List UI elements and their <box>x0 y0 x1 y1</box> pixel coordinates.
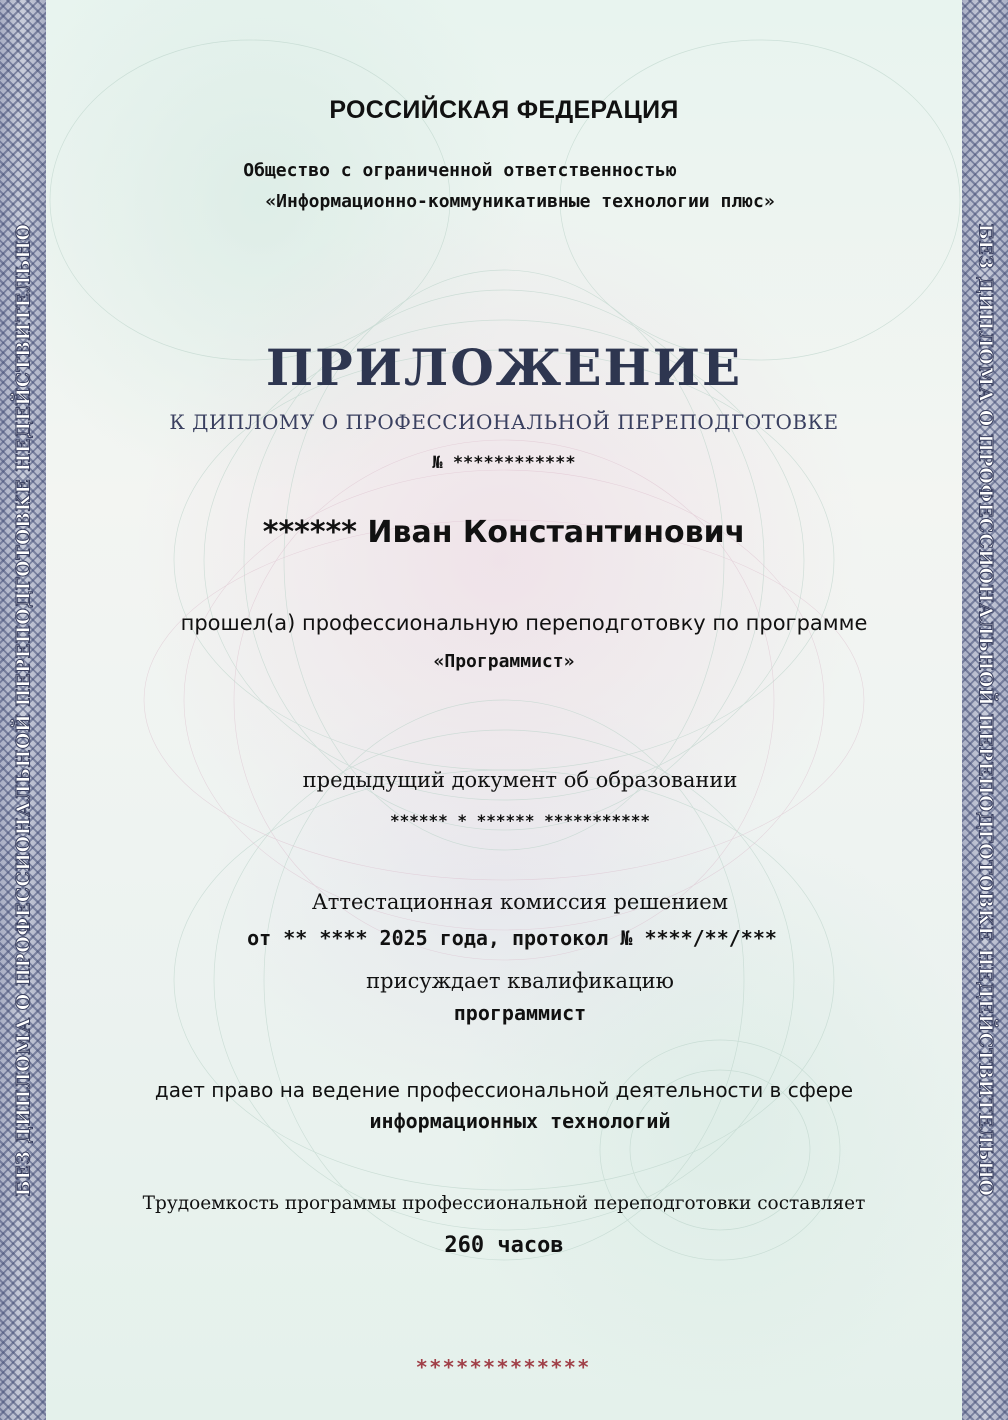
previous-document-label: предыдущий документ об образовании <box>302 768 738 792</box>
right-text: дает право на ведение профессиональной деятельности в сфере <box>154 1078 854 1102</box>
left-border-text: БЕЗ ДИПЛОМА О ПРОФЕССИОНАЛЬНОЙ ПЕРЕПОДГОТОВКЕ НЕДЕЙСТВИТЕЛЬНО <box>12 223 34 1197</box>
holder-name: ****** Иван Константинович <box>262 515 746 550</box>
qualification-value: программист <box>453 1001 587 1025</box>
document-title: ПРИЛОЖЕНИЕ <box>265 338 743 397</box>
sphere-value: информационных технологий <box>369 1109 671 1133</box>
awards-text: присуждает квалификацию <box>366 969 674 993</box>
passed-text: прошел(а) профессиональную переподготовку по программе <box>180 611 868 635</box>
country-heading: РОССИЙСКАЯ ФЕДЕРАЦИЯ <box>329 96 679 124</box>
document-subtitle: К ДИПЛОМУ О ПРОФЕССИОНАЛЬНОЙ ПЕРЕПОДГОТОВКЕ <box>169 410 839 434</box>
hours-value: 260 часов <box>444 1233 564 1258</box>
program-name: «Программист» <box>433 651 575 672</box>
serial-number: ************* <box>416 1355 592 1379</box>
left-security-border <box>0 0 46 1420</box>
document-number: № ************ <box>432 453 576 473</box>
previous-document-value: ****** * ****** *********** <box>389 811 651 830</box>
right-border-text: БЕЗ ДИПЛОМА О ПРОФЕССИОНАЛЬНОЙ ПЕРЕПОДГОТОВКЕ НЕДЕЙСТВИТЕЛЬНО <box>974 223 996 1197</box>
commission-text: Аттестационная комиссия решением <box>311 890 729 914</box>
right-security-border <box>962 0 1008 1420</box>
labor-intensity-text: Трудоемкость программы профессиональной переподготовки составляет <box>142 1193 866 1214</box>
organization-line-2: «Информационно-коммуникативные технологии плюс» <box>265 191 775 212</box>
organization-line-1: Общество с ограниченной ответственностью <box>243 160 677 181</box>
protocol-text: от ** **** 2025 года, протокол № ****/**/*** <box>247 926 777 950</box>
